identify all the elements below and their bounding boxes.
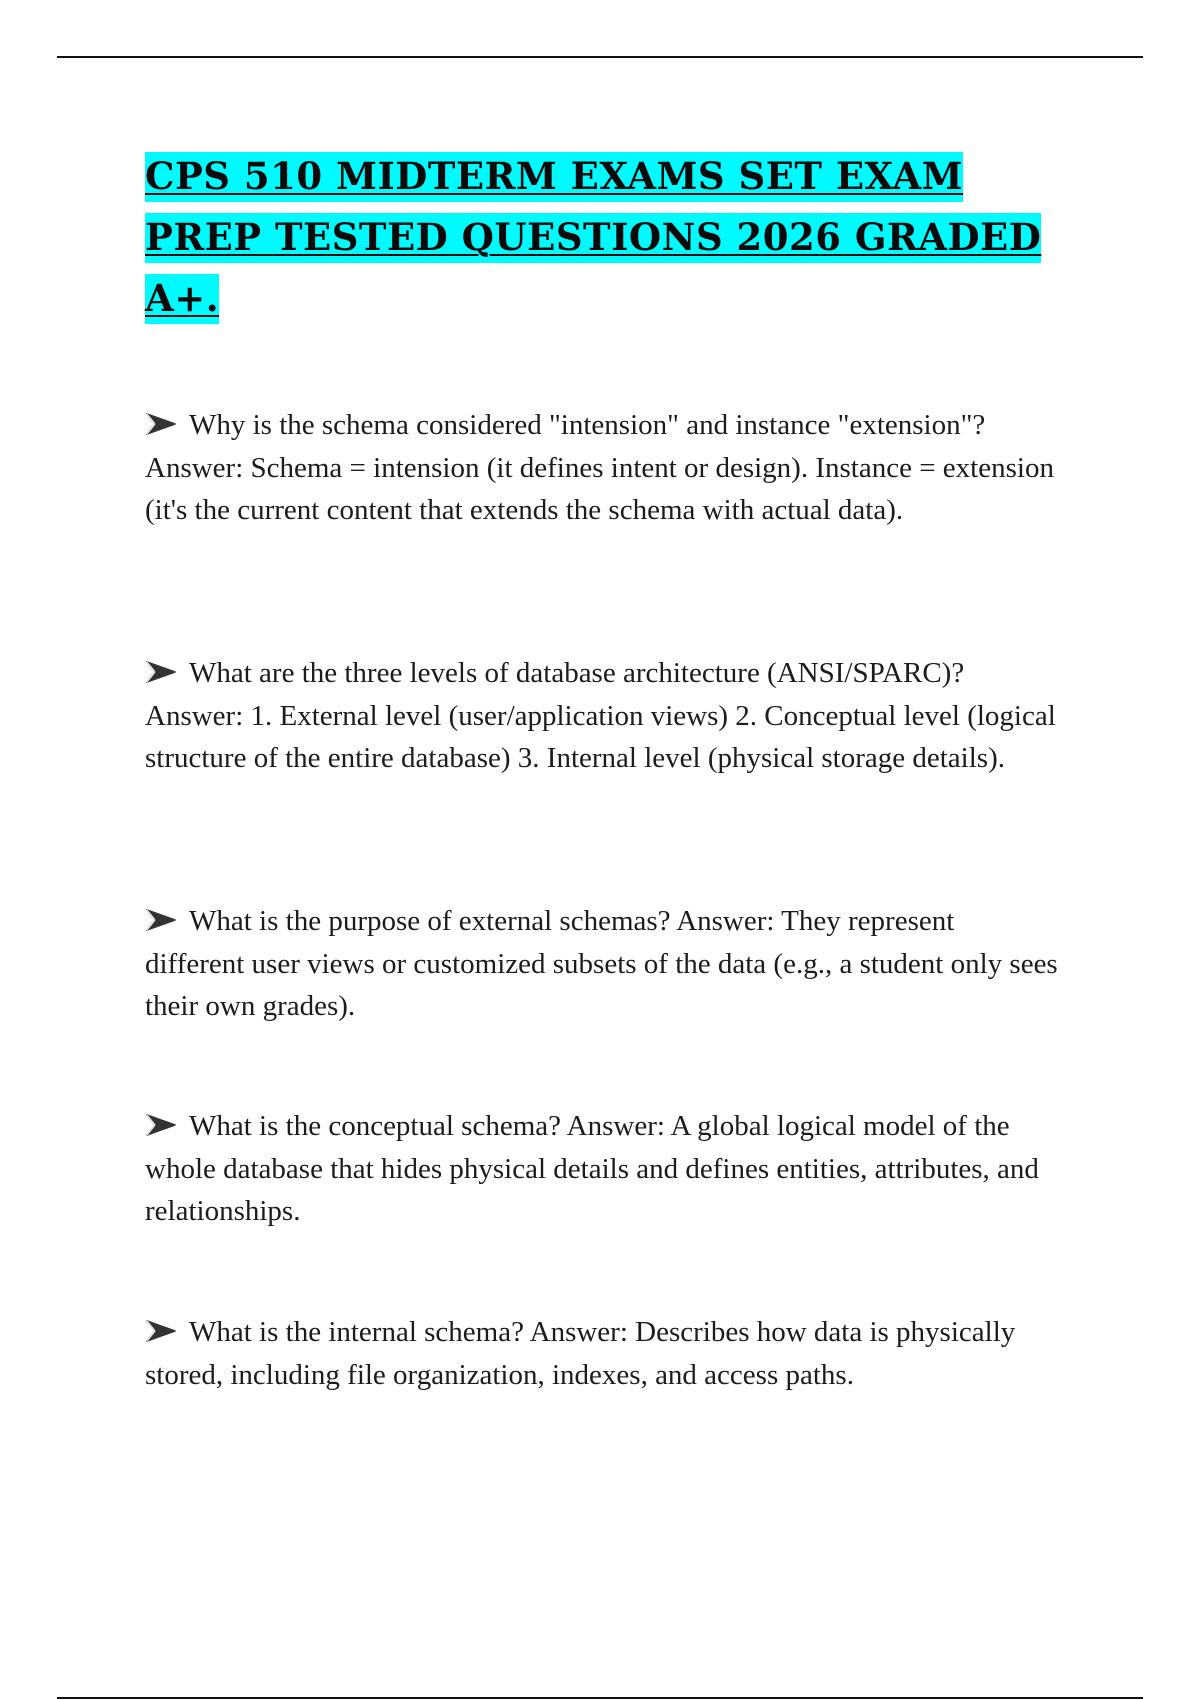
arrowhead-bullet-icon [145, 412, 179, 436]
qa-item [145, 1105, 1060, 1233]
bottom-rule [57, 1697, 1143, 1699]
arrowhead-bullet-icon [145, 908, 179, 932]
title-highlight: CPS 510 MIDTERM EXAMS SET EXAM PREP TESTED QUESTIONS 2026 GRADED A+. [145, 152, 1041, 324]
qa-text: Why is the schema considered "intension" and instance "extension"? Answer: Schema = intension (it defines intent or design). Instance = extension (it's the current content that extends the schema with actual data). [145, 409, 1054, 526]
qa-text: What is the purpose of external schemas? Answer: They represent different user views or customized subsets of the data (e.g., a student only sees their own grades). [145, 905, 1058, 1022]
arrowhead-bullet-icon [145, 660, 179, 684]
arrowhead-bullet-icon [145, 1113, 179, 1137]
qa-text: What are the three levels of database architecture (ANSI/SPARC)? Answer: 1. External level (user/application views) 2. Conceptual level (logical structure of the entire database) 3. Internal level (physical storage details). [145, 657, 1056, 774]
qa-item [145, 652, 1060, 780]
qa-text: What is the internal schema? Answer: Describes how data is physically stored, including file organization, indexes, and access paths. [145, 1316, 1016, 1391]
top-rule [57, 56, 1143, 58]
document-title [145, 146, 1085, 329]
qa-text: What is the conceptual schema? Answer: A global logical model of the whole database that hides physical details and defines entities, attributes, and relationships. [145, 1110, 1039, 1227]
qa-item [145, 900, 1060, 1028]
arrowhead-bullet-icon [145, 1319, 179, 1343]
qa-item [145, 404, 1060, 532]
qa-item [145, 1311, 1060, 1396]
